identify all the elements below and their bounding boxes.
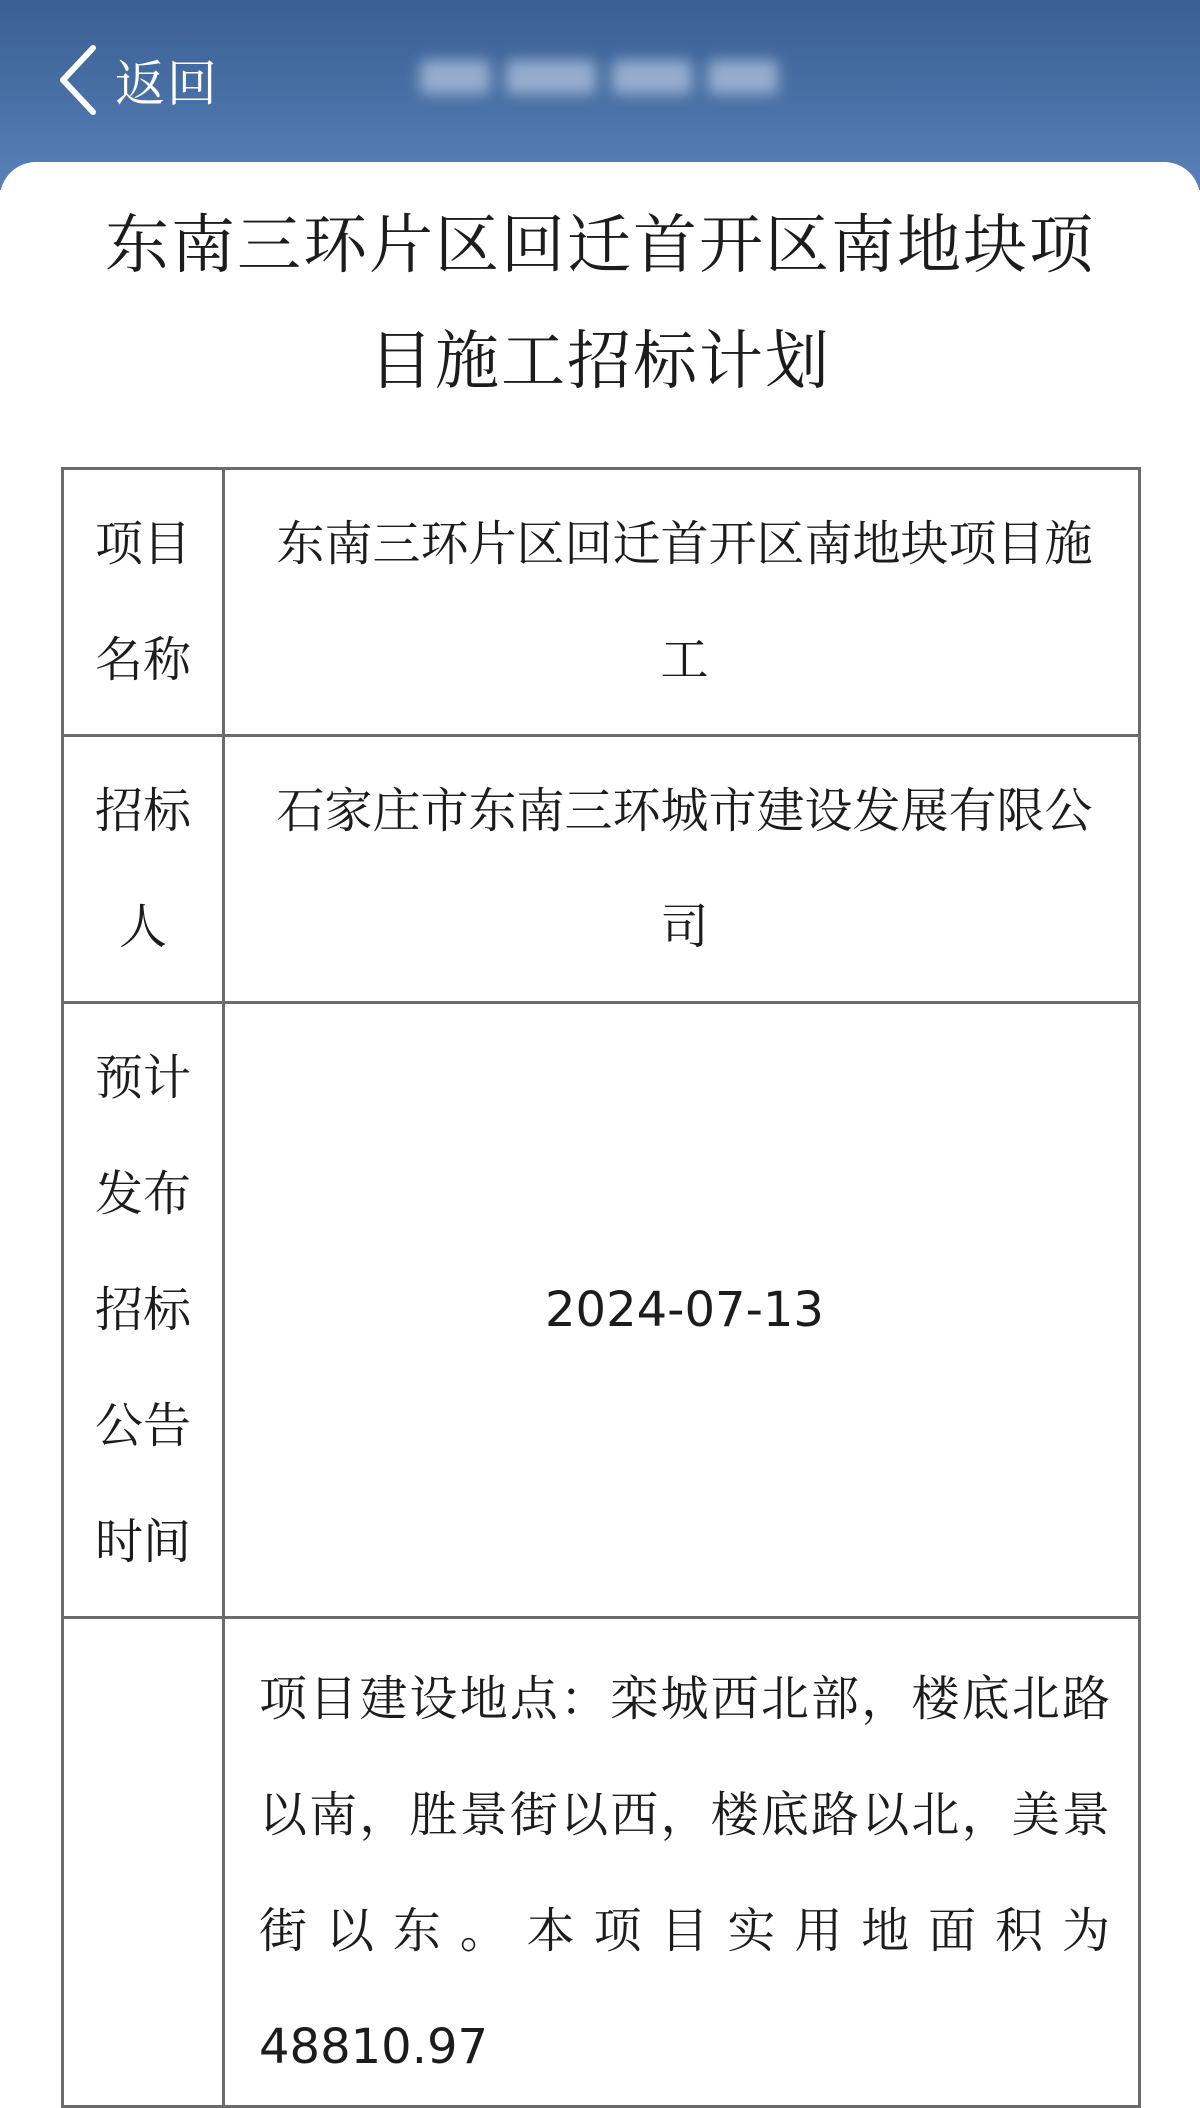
table-row-project-overview bbox=[63, 1618, 1140, 2107]
chevron-left-icon bbox=[55, 42, 101, 118]
table-row-project-name bbox=[63, 469, 1140, 736]
row-value-tenderer: 石家庄市东南三环城市建设发展有限公司 bbox=[224, 736, 1140, 1003]
tender-info-table bbox=[61, 467, 1141, 2108]
table-row-publish-date bbox=[63, 1003, 1140, 1618]
page-title: 东南三环片区回迁首开区南地块项 目施工招标计划 bbox=[105, 209, 1095, 399]
row-value-publish-date: 2024-07-13 bbox=[224, 1003, 1140, 1618]
row-value-project-overview: 项目建设地点：栾城西北部，楼底北路以南，胜景街以西，楼底路以北，美景街以东。本项目实用地面积为48810.97 bbox=[224, 1618, 1140, 2107]
row-label-tenderer: 招标 人 bbox=[63, 736, 224, 1003]
table-row-tenderer bbox=[63, 736, 1140, 1003]
back-label: 返回 bbox=[115, 55, 219, 113]
row-label-project-name: 项目 名称 bbox=[63, 469, 224, 736]
row-label-project-overview bbox=[63, 1618, 224, 2107]
back-button[interactable] bbox=[55, 42, 219, 118]
blurred-header-title bbox=[420, 52, 800, 102]
row-label-publish-date: 预计 发布 招标 公告 时间 bbox=[63, 1003, 224, 1618]
row-value-project-name: 东南三环片区回迁首开区南地块项目施工 bbox=[224, 469, 1140, 736]
